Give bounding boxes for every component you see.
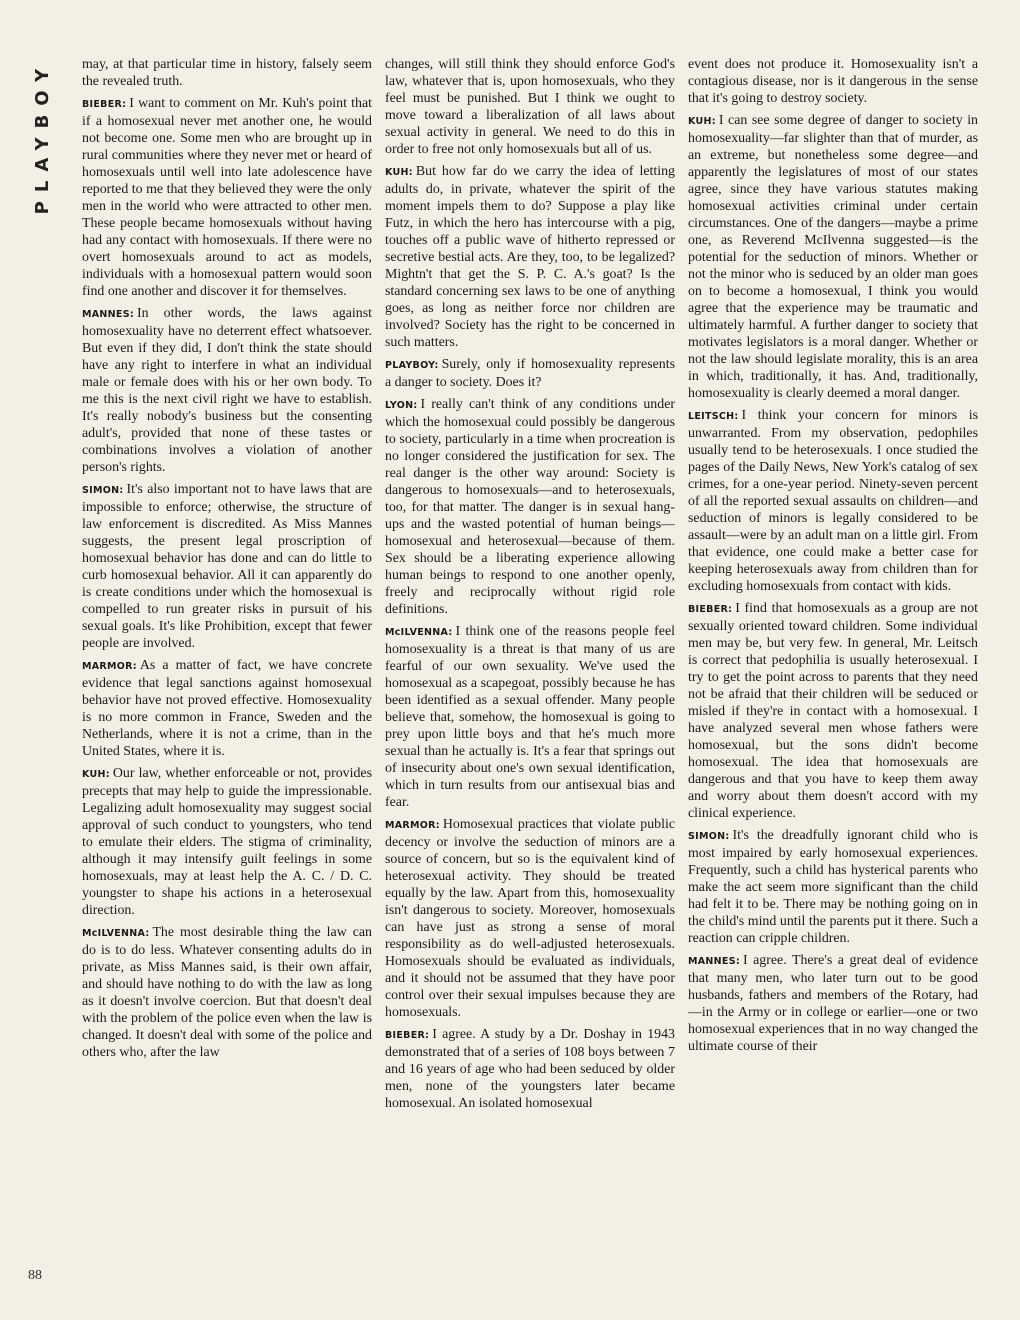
- paragraph-text: It's the dreadfully ignorant child who is most impaired by early homosexual experiences. Frequently, such a child has hysterical parents who make the act seem more significant than the child had felt it to be. There may be nothing going on in the child's mind until the parents put it there. Such a reaction can cripple children.: [688, 828, 978, 946]
- speaker-label: SIMON:: [688, 831, 730, 842]
- speaker-label: KUH:: [82, 769, 110, 780]
- paragraph-text: Our law, whether enforceable or not, provides precepts that may help to guide the impressionable. Legalizing adult homosexuality may suggest social approval of such conduct to youngsters, who tend to emulate their elders. The stigma of criminality, although it may intensify guilt feelings in some homosexuals, may at least help the A. C. / D. C. youngster to shape his actions in a heterosexual direction.: [82, 766, 372, 918]
- paragraph: [385, 56, 675, 158]
- speaker-label: LYON:: [385, 400, 418, 411]
- paragraph: [82, 305, 372, 476]
- text-column-2: [385, 56, 675, 1282]
- speaker-label: KUH:: [385, 167, 413, 178]
- paragraph: [688, 600, 978, 822]
- paragraph-text: I find that homosexuals as a group are not sexually oriented toward children. Some individual men may be, but very few. In general, Mr. Leitsch is correct that pedophilia is usually heterosexual. I try to get the point across to parents that they need not be afraid that their children will be seduced or misled if they're in contact with a homosexual. I have analyzed several men whose fathers were homosexual, but the sons didn't become homosexual. The idea that homosexuals are dangerous and that you have to keep them away and worry about them doesn't accord with my clinical experience.: [688, 601, 978, 821]
- paragraph: [385, 816, 675, 1021]
- paragraph: [688, 952, 978, 1055]
- paragraph-text: I want to comment on Mr. Kuh's point that if a homosexual never met another one, he would not become one. Some men who are brought up in rural communities where they never met or heard of homosexuals until well into late adolescence have reported to me that they believed they were the only men in the world who were attracted to other men. These people became homosexuals without having had any contact with homosexuals. If there were no overt homosexuals around to act as models, individuals with a homosexual pattern would soon find one another and discover it for themselves.: [82, 96, 372, 299]
- paragraph: [688, 827, 978, 947]
- speaker-label: MANNES:: [688, 956, 740, 967]
- paragraph-text: It's also important not to have laws that are impossible to enforce; otherwise, the structure of law enforcement is discredited. As Miss Mannes suggests, the present legal proscription of homosexual behavior has done and can do little to curb homosexual behavior. All it can apparently do is create conditions under which the homosexual is compelled to run greater risks in pursuit of his sexual goals. It's like Prohibition, except that fewer people are involved.: [82, 482, 372, 651]
- magazine-masthead: [22, 60, 62, 230]
- paragraph-text: I can see some degree of danger to society in homosexuality—far slighter than that of murder, as an extreme, but nonetheless some degree—and apparently the legislatures of most of our states agree, since they have various statutes making homosexual activities criminal under certain circumstances. One of the dangers—maybe a prime one, as Reverend McIlvenna suggested—is the potential for the seduction of minors. Whether or not the minor who is seduced by an older man goes on to become a homosexual, I think you would agree that the experience may be traumatic and ultimately harmful. A further danger to society that motivates legislators is a moral danger. Whether or not the law should legislate morality, this is an area in which, traditionally, it has. And, traditionally, homosexuality is clearly deemed a moral danger.: [688, 113, 978, 401]
- paragraph-text: I really can't think of any conditions under which the homosexual could possibly be dangerous to society, particularly in a time when procreation is no longer considered the justification for sex. The real danger is the other way around: Society is dangerous to homosexuals—and to heterosexuals, too, for that matter. The danger is in sexual hang-ups and the wasted potential of human beings—homosexual and heterosexual—because of them. Sex should be a liberating experience allowing human beings to respond to one another openly, freely and reciprocally without rigid role definitions.: [385, 397, 675, 617]
- paragraph-text: Homosexual practices that violate public decency or involve the seduction of minors are a source of concern, but so is the equivalent kind of heterosexual activity. They should be treated equally by the law. Apart from this, homosexuality isn't dangerous to society. Moreover, homosexuals can have just as strong a sense of moral responsibility as do well-adjusted heterosexuals. Homosexuals should be evaluated as individuals, and it should not be assumed that they have poor control over their sexual impulses because they are homosexuals.: [385, 817, 675, 1020]
- paragraph: [688, 407, 978, 595]
- speaker-label: McILVENNA:: [82, 928, 150, 939]
- paragraph: [82, 481, 372, 652]
- masthead-text: PLAYBOY: [31, 60, 53, 215]
- paragraph-text: The most desirable thing the law can do is to do less. Whatever consenting adults do in private, as Miss Mannes said, is their own affair, and should have nothing to do with the law as long as it doesn't involve coercion. But that doesn't deal with the problem of the police even when the law is changed. It doesn't deal with some of the police and others who, after the law: [82, 925, 372, 1060]
- speaker-label: MARMOR:: [385, 820, 440, 831]
- speaker-label: BIEBER:: [688, 604, 733, 615]
- paragraph: [82, 924, 372, 1061]
- speaker-label: McILVENNA:: [385, 627, 453, 638]
- paragraph: [385, 396, 675, 618]
- paragraph-text: Surely, only if homosexuality represents a danger to society. Does it?: [385, 357, 675, 390]
- speaker-label: BIEBER:: [82, 99, 127, 110]
- text-column-1: [82, 56, 372, 1282]
- speaker-label: MANNES:: [82, 309, 134, 320]
- paragraph: [82, 95, 372, 300]
- paragraph-text: I think your concern for minors is unwarranted. From my observation, pedophiles usually tend to be heterosexuals. I once studied the pages of the Daily News, New York's catalog of sex crimes, for a one-year period. Ninety-seven percent of all the reported sexual assaults on children—and seduction of minors is legally considered to be assault—were by an adult man on a little girl. From that evidence, one could make a better case for keeping heterosexuals away from children than for excluding homosexuals from contact with kids.: [688, 408, 978, 594]
- paragraph: [385, 163, 675, 351]
- paragraph: [385, 623, 675, 811]
- speaker-label: LEITSCH:: [688, 411, 739, 422]
- paragraph-text: As a matter of fact, we have concrete evidence that legal sanctions against homosexual behavior have not proved effective. Homosexuality is no more common in France, Sweden and the Netherlands, where it is not a crime, than in the United States, where it is.: [82, 658, 372, 759]
- paragraph-text: In other words, the laws against homosexuality have no deterrent effect whatsoever. But even if they did, I don't think the state should have any right to interfere in what an individual male or female does with his or her own body. To me this is the next civil right we have to establish. It's really nobody's business but the consenting adult's, provided that none of these tastes or combinations involves a violation of another person's rights.: [82, 306, 372, 475]
- speaker-label: SIMON:: [82, 485, 124, 496]
- speaker-label: KUH:: [688, 116, 716, 127]
- speaker-label: BIEBER:: [385, 1030, 430, 1041]
- page-number: 88: [28, 1268, 42, 1283]
- speaker-label: MARMOR:: [82, 661, 137, 672]
- paragraph: [385, 356, 675, 391]
- paragraph-text: may, at that particular time in history, falsely seem the revealed truth.: [82, 57, 372, 89]
- paragraph: [82, 56, 372, 90]
- paragraph-text: But how far do we carry the idea of letting adults do, in private, whatever the spirit of the moment impels them to do? Suppose a play like Futz, in which the hero has intercourse with a pig, touches off a public wave of hitherto repressed or secretive bestial acts. Are they, too, to be legalized? Mightn't that get the S. P. C. A.'s goat? Is the standard concerning sex laws to be one of anything goes, as long as neither force nor children are involved? Society has the right to be concerned in such matters.: [385, 164, 675, 350]
- speaker-label: PLAYBOY:: [385, 360, 439, 371]
- paragraph-text: I think one of the reasons people feel homosexuality is a threat is that many of us are fearful of our own sexuality. We've used the homosexual as a scapegoat, possibly because he has been identified as a sexual offender. Many people believe that, somehow, the homosexual is going to prey upon little boys and that he's much more sexual than he actually is. It's a fear that springs out of insecurity about one's own sexual identification, which in turn results from our antisexual bias and fear.: [385, 624, 675, 810]
- paragraph: [688, 56, 978, 107]
- paragraph-text: I agree. There's a great deal of evidence that many men, who later turn out to be good husbands, fathers and members of the Rotary, had—in the Army or in college or earlier—one or two homosexual experiences that in no way changed the ultimate course of their: [688, 953, 978, 1054]
- paragraph: [82, 765, 372, 919]
- paragraph: [385, 1026, 675, 1112]
- paragraph-text: event does not produce it. Homosexuality isn't a contagious disease, nor is it dangerous in the sense that it's going to destroy society.: [688, 57, 978, 106]
- paragraph: [688, 112, 978, 402]
- article-body: [82, 56, 978, 1282]
- paragraph-text: changes, will still think they should enforce God's law, whatever that is, upon homosexuals, who they feel must be punished. But I think we ought to move toward a liberalization of all laws about sexual activity in general. We need to do this in order to free not only homosexuals but all of us.: [385, 57, 675, 157]
- paragraph: [82, 657, 372, 760]
- text-column-3: [688, 56, 978, 1282]
- paragraph-text: I agree. A study by a Dr. Doshay in 1943 demonstrated that of a series of 108 boys between 7 and 16 years of age who had been seduced by older men, none of the youngsters later became homosexual. An isolated homosexual: [385, 1027, 675, 1111]
